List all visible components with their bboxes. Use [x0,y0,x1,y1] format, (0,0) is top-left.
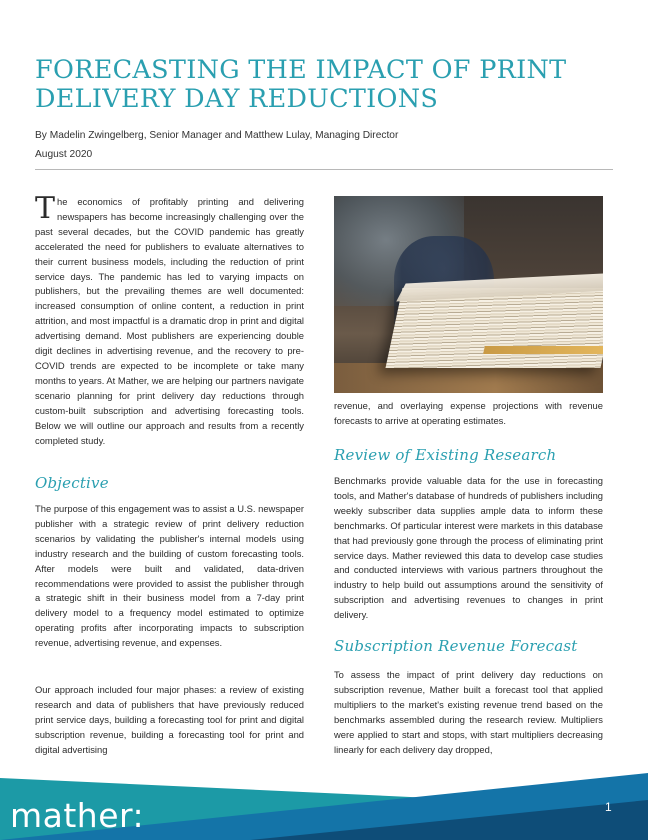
drop-cap: T [35,191,56,226]
approach-paragraph: Our approach included four major phases: a review of existing research and data of publishers that have previously reduced print service days, building a forecasting tool for print and digital subscription revenue, building a forecasting tool for print and digital advertising [35,684,304,755]
byline: By Madelin Zwingelberg, Senior Manager and Matthew Lulay, Managing Director [35,130,399,141]
objective-heading: Objective [35,474,109,492]
review-heading: Review of Existing Research [334,446,557,464]
page-title: FORECASTING THE IMPACT OF PRINT DELIVERY DAY REDUCTIONS [35,55,567,114]
header-divider [35,169,613,170]
newspaper-stack-photo [334,196,603,393]
brand-logo: mather: [10,796,145,835]
subscription-heading: Subscription Revenue Forecast [334,637,578,655]
approach-continuation: revenue, and overlaying expense projections with revenue forecasts to arrive at operating estimates. [334,400,603,426]
objective-paragraph: The purpose of this engagement was to assist a U.S. newspaper publisher with a strategic review of print delivery reduction scenarios by validating the publisher's internal models using industry research and the building of custom forecasting tools. After models were built and validated, data-driven recommendations were provided to assist the publisher through a strategic shift in their business model from a 7-day print delivery model to a frequency model estimated to optimize operating profits after incorporating impacts to subscription revenue, advertising revenue, and expenses. [35,503,304,649]
subscription-paragraph: To assess the impact of print delivery day reductions on subscription revenue, Mather built a forecast tool that applied multipliers to the market's existing revenue trend based on the benchmarks assembled during the research review. Multipliers were applied to start and stops, with start multipliers decreasing linearly for each delivery day dropped, [334,669,603,755]
intro-paragraph [35,191,304,448]
page-number: 1 [605,800,612,814]
review-paragraph: Benchmarks provide valuable data for the use in forecasting tools, and Mather's database of hundreds of publishers including weekly subscriber data supplies ample data to inform these benchmarks. Of particular interest were markets in this database that had previously gone through the process of eliminating print service days. Mather reviewed this data to develop case studies and conducted interviews with various partners throughout the industry to help build out assumptions around the sensitivity of subscription and advertising revenues to changes in print delivery. [334,475,603,621]
intro-text: he economics of profitably printing and delivering newspapers has become increasingly challenging over the past several decades, but the COVID pandemic has greatly accelerated the need for publishers to evaluate alternatives to their current business models, including the reduction of print service days. The pandemic has led to varying impacts on publishers, but the prevailing themes are well documented: increased consumption of online content, a reduction in print attrition, and most impactful is a dramatic drop in print and digital advertising demand. Most publishers are experiencing double digit declines in advertising revenue, and the recovery to pre-COVID trends are expected to be incomplete or take many months to years. At Mather, we are helping our partners navigate scenario planning for print delivery day reductions through custom-built subscription and advertising forecasting tools. Below we will outline our approach and results from a recently completed study. [35,196,304,446]
publication-date: August 2020 [35,149,93,160]
